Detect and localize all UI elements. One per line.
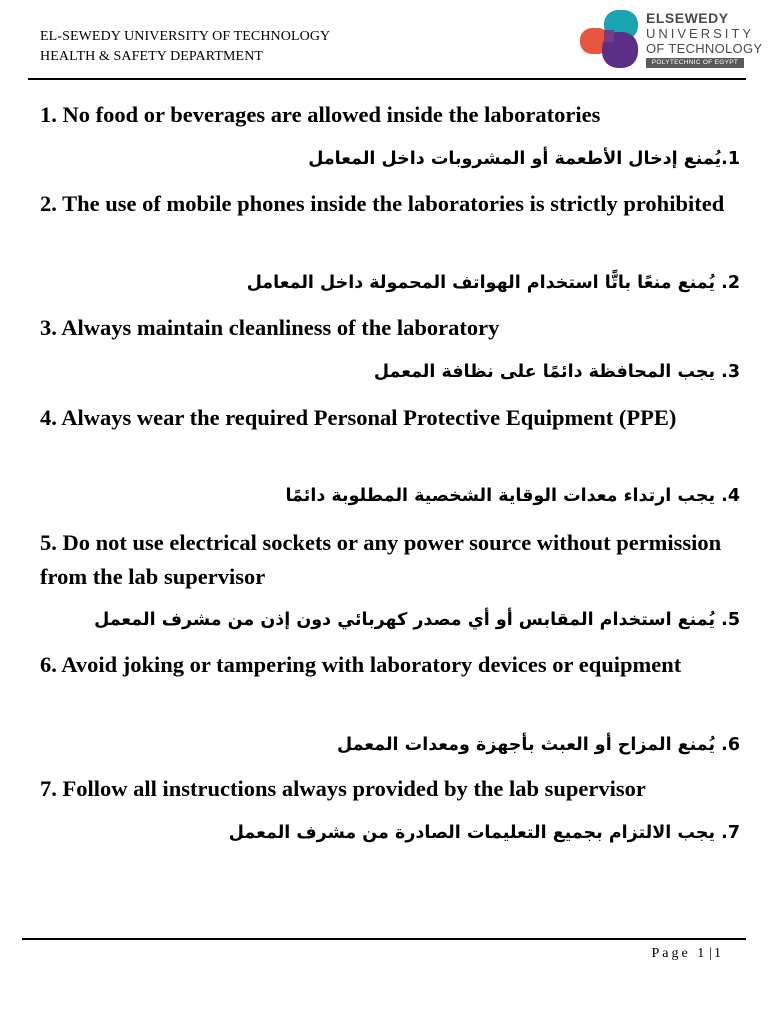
logo-word-1: ELSEWEDY bbox=[646, 10, 729, 26]
rule-5-ar: 5. يُمنع استخدام المقابس أو أي مصدر كهربائي دون إذن من مشرف المعمل bbox=[94, 610, 740, 630]
department-name: HEALTH & SAFETY DEPARTMENT bbox=[40, 49, 264, 64]
rule-7-en: 7. Follow all instructions always provided by the lab supervisor bbox=[40, 776, 646, 801]
rule-6-ar: 6. يُمنع المزاح أو العبث بأجهزة ومعدات المعمل bbox=[336, 735, 740, 755]
logo-word-2: UNIVERSITY bbox=[646, 26, 755, 41]
logo-tagline: POLYTECHNIC OF EGYPT bbox=[646, 58, 744, 68]
header-text bbox=[40, 27, 330, 67]
page-label: Page bbox=[651, 946, 691, 961]
rule-4-en: 4. Always wear the required Personal Protective Equipment (PPE) bbox=[40, 405, 677, 430]
university-name: EL-SEWEDY UNIVERSITY OF TECHNOLOGY bbox=[40, 29, 331, 44]
rule-3-en: 3. Always maintain cleanliness of the laboratory bbox=[40, 315, 500, 340]
logo-mark-icon bbox=[578, 8, 642, 72]
rule-7-ar: 7. يجب الالتزام بجميع التعليمات الصادرة من مشرف المعمل bbox=[228, 823, 740, 843]
logo-word-3: OF TECHNOLOGY bbox=[646, 41, 763, 56]
page-separator: | bbox=[709, 946, 712, 961]
rule-2-en: 2. The use of mobile phones inside the laboratories is strictly prohibited bbox=[40, 191, 725, 216]
rule-6-en: 6. Avoid joking or tampering with laboratory devices or equipment bbox=[40, 652, 682, 677]
page-number bbox=[651, 946, 724, 962]
footer-divider bbox=[22, 938, 746, 940]
rule-4-ar: 4. يجب ارتداء معدات الوقاية الشخصية المطلوبة دائمًا bbox=[285, 486, 740, 506]
page-current: 1 bbox=[697, 946, 708, 961]
rule-1-en: 1. No food or beverages are allowed inside the laboratories bbox=[40, 102, 601, 127]
rule-5-en: 5. Do not use electrical sockets or any power source without permission from the lab supervisor bbox=[40, 530, 722, 589]
rule-3-ar: 3. يجب المحافظة دائمًا على نظافة المعمل bbox=[373, 362, 740, 382]
university-logo bbox=[578, 8, 763, 72]
header-divider bbox=[28, 78, 746, 80]
rule-1-ar: 1.يُمنع إدخال الأطعمة أو المشروبات داخل المعامل bbox=[308, 149, 740, 169]
page-total: 1 bbox=[714, 946, 724, 961]
rule-2-ar: 2. يُمنع منعًا باتًّا استخدام الهواتف المحمولة داخل المعامل bbox=[246, 273, 740, 293]
